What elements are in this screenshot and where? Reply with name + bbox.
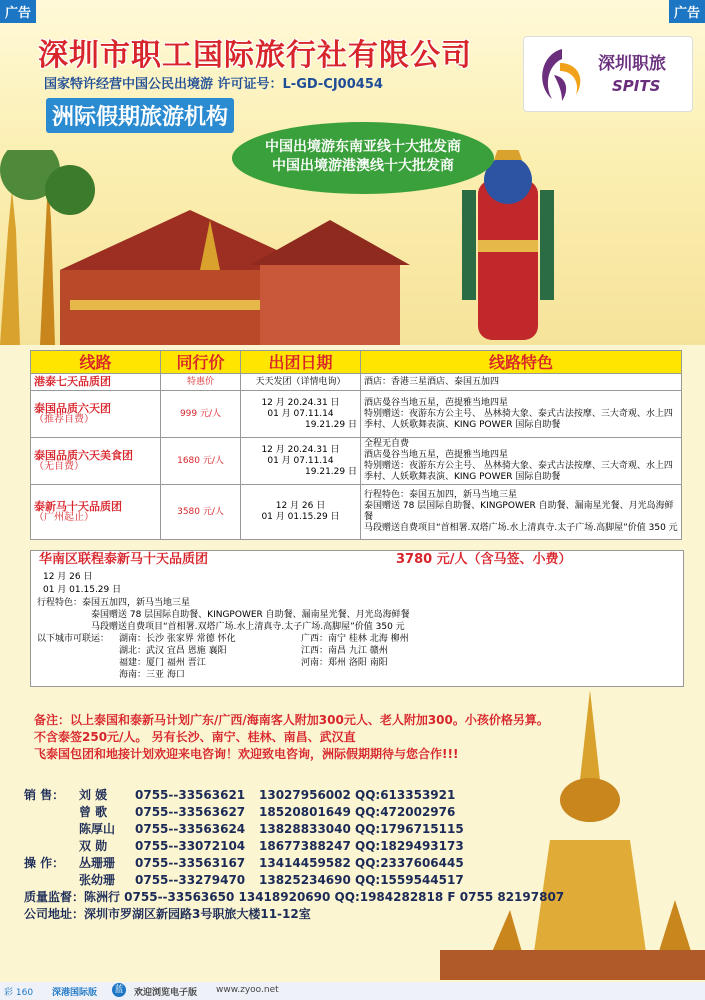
contact-tel: 0755--33563167 [135, 856, 246, 870]
city-row [119, 670, 185, 681]
city-row [119, 658, 206, 669]
route-date: 01 月 01.15.29 日 [261, 512, 340, 522]
route-dates: 天天发团（详情电询） [241, 374, 361, 391]
cities-label: 以下城市可联运： [37, 634, 110, 644]
huanan-title: 华南区联程泰新马十天品质团 [39, 552, 209, 567]
contact-mobile: 13027956002 [259, 788, 351, 802]
contact-name: 曾 歌 [79, 805, 108, 819]
table-row [31, 374, 682, 391]
route-price: 3580 元/人 [161, 485, 241, 540]
route-feature: 泰国赠送 78 层国际自助餐、KINGPOWER 自助餐、漏南星光餐、月光岛海鲜餐 [364, 501, 674, 522]
license-line: 国家特许经营中国公民出境游 许可证号：L-GD-CJ00454 [44, 77, 383, 92]
badge-line-1: 中国出境游东南亚线十大批发商 [265, 139, 461, 155]
site-url[interactable]: www.zyoo.net [216, 985, 279, 995]
contact-name: 双 勋 [79, 839, 108, 853]
route-name: 港泰七天品质团 [34, 374, 111, 388]
route-name: 泰国品质六天团 [34, 402, 111, 415]
route-price: 999 元/人 [161, 391, 241, 438]
route-feature: 酒店曼谷当地五星，芭提雅当地四星 [364, 397, 509, 408]
badge-line-2: 中国出境游港澳线十大批发商 [272, 158, 454, 174]
agency-banner: 洲际假期旅游机构 [46, 98, 234, 133]
contact-tel: 0755--33072104 [135, 839, 246, 853]
contact-tel: 0755--33279470 [135, 873, 246, 887]
contact-name: 刘 媛 [79, 788, 108, 802]
route-feature: 酒店曼谷当地五星，芭提雅当地四星 [364, 450, 509, 460]
contact-name: 丛珊珊 [79, 856, 116, 870]
contact-tel: 0755--33563627 [135, 805, 246, 819]
wholesaler-badge [232, 122, 494, 194]
route-date: 12 月 26 日 [275, 501, 326, 511]
route-sub: （无自费） [34, 461, 84, 472]
route-name: 泰新马十天品质团 [34, 500, 122, 513]
contact-row [24, 787, 564, 804]
contact-qq: QQ:2337606445 [355, 856, 464, 870]
city-province: 湖北： [119, 646, 147, 656]
route-feature: 特别赠送：夜游东方公主号、 丛林骑大象、泰式古法按摩、三大奇观、水上四季村、人妖歌舞表演、KING POWER 国际自助餐 [364, 408, 673, 430]
company-title: 深圳市职工国际旅行社有限公司 [38, 38, 472, 73]
contact-name: 张幼珊 [79, 873, 116, 887]
table-row [31, 391, 682, 438]
huanan-price: 3780 元/人（含马签、小费） [396, 552, 572, 567]
logo-text-en: SPITS [612, 77, 661, 95]
city-province: 河南： [301, 658, 329, 668]
city-list: 南昌 九江 赣州 [328, 646, 388, 656]
huanan-feature: 泰国赠送 78 层国际自助餐、KINGPOWER 自助餐、漏南星光餐、月光岛海鲜餐 [91, 610, 410, 620]
table-header-row [31, 351, 682, 374]
city-list: 三亚 海口 [146, 670, 185, 680]
contact-qq: QQ:1796715115 [355, 822, 464, 836]
supervisor-line: 质量监督：陈洲行 0755--33563650 13418920690 QQ:1984282818 F 0755 82197807 [24, 890, 565, 904]
table-row [31, 438, 682, 485]
route-name: 泰国品质六天美食团 [34, 449, 133, 462]
huanan-feature: 行程特色：泰国五加四，新马当地三星 [37, 598, 191, 608]
edition-badge: 蓝 [112, 983, 126, 997]
address-line: 公司地址：深圳市罗湖区新园路3号职旅大楼11-12室 [24, 907, 311, 921]
logo-mark-icon [532, 45, 592, 103]
contact-name: 陈厚山 [79, 822, 116, 836]
route-date: 01 月 07.11.14 [267, 455, 334, 466]
route-date: 19.21.29 日 [305, 466, 357, 477]
route-sub: （广州起止） [34, 512, 94, 523]
city-list: 南宁 桂林 北海 柳州 [328, 634, 409, 644]
city-row [301, 658, 388, 669]
contact-mobile: 18520801649 [259, 805, 351, 819]
city-row [301, 646, 388, 657]
city-list: 郑州 洛阳 南阳 [328, 658, 388, 668]
note-line: 不含泰签250元/人。 另有长沙、南宁、桂林、南昌、武汉直 [34, 730, 356, 744]
contact-qq: QQ:472002976 [355, 805, 456, 819]
city-province: 海南： [119, 670, 147, 680]
route-feature: 特别赠送：夜游东方公主号、 丛林骑大象、泰式古法按摩、三大奇观、水上四季村、人妖歌舞表演、KING POWER 国际自助餐 [364, 461, 673, 482]
huanan-tour-block [30, 550, 684, 687]
contact-mobile: 13825234690 [259, 873, 351, 887]
contact-mobile: 18677388247 [259, 839, 351, 853]
city-province: 湖南： [119, 634, 147, 644]
contact-row [24, 804, 564, 821]
contact-tel: 0755--33563624 [135, 822, 246, 836]
page-footer [0, 982, 705, 1000]
city-list: 武汉 宜昌 恩施 襄阳 [146, 646, 227, 656]
route-date: 12 月 20.24.31 日 [261, 397, 340, 408]
note-line: 备注：以上泰国和泰新马计划广东/广西/海南客人附加300元人、老人附加300。小孩价格另算。 [34, 713, 549, 727]
route-date: 01 月 07.11.14 [267, 408, 334, 419]
route-price: 1680 元/人 [161, 438, 241, 485]
ad-tag-left: 广告 [0, 0, 36, 23]
city-row [301, 634, 409, 645]
welcome-text: 欢迎浏览电子版 [134, 988, 198, 998]
contact-tel: 0755--33563621 [135, 788, 246, 802]
route-table [30, 350, 682, 540]
company-logo [523, 36, 693, 112]
ad-tag-right: 广告 [669, 0, 705, 23]
table-row [31, 485, 682, 540]
page-number: 彩 160 [4, 988, 34, 998]
contact-row [24, 838, 564, 855]
header-route: 线路 [31, 351, 161, 374]
city-row [119, 646, 227, 657]
huanan-feature: 马段赠送自费项目“首相署.双塔广场.水上清真寺.太子广场.高脚屋”价值 350 元 [91, 622, 405, 632]
city-list: 长沙 张家界 常德 怀化 [146, 634, 236, 644]
contact-role: 销 售： [24, 788, 65, 802]
contact-qq: QQ:613353921 [355, 788, 456, 802]
city-province: 广西： [301, 634, 329, 644]
route-feature: 马段赠送自费项目“首相署.双塔广场.水上清真寺.太子广场.高脚屋”价值 350 元 [364, 523, 678, 533]
contact-role: 操 作： [24, 856, 65, 870]
route-features: 酒店：香港三星酒店、泰国五加四 [361, 374, 682, 391]
route-feature: 全程无自费 [364, 439, 410, 449]
contact-row [24, 821, 564, 838]
contact-row [24, 855, 564, 872]
contact-qq: QQ:1559544517 [355, 873, 464, 887]
route-date: 19.21.29 日 [305, 419, 357, 430]
route-date: 12 月 20.24.31 日 [261, 444, 340, 455]
city-province: 江西： [301, 646, 329, 656]
contact-mobile: 13828833040 [259, 822, 351, 836]
city-province: 福建： [119, 658, 147, 668]
huanan-date: 12 月 26 日 [43, 572, 93, 582]
contact-mobile: 13414459582 [259, 856, 351, 870]
city-row [119, 634, 236, 645]
notes-block [34, 712, 694, 763]
header-features: 线路特色 [361, 351, 682, 374]
contact-row [24, 872, 564, 889]
logo-text-cn: 深圳职旅 [598, 54, 666, 74]
route-feature: 行程特色：泰国五加四，新马当地三星 [364, 490, 518, 500]
huanan-date: 01 月 01.15.29 日 [43, 585, 122, 595]
contact-qq: QQ:1829493173 [355, 839, 464, 853]
city-list: 厦门 福州 晋江 [146, 658, 206, 668]
note-line: 飞泰国包团和地接计划欢迎来电咨询！欢迎致电咨询，洲际假期期待与您合作!!! [34, 747, 459, 761]
contacts-block [24, 787, 564, 923]
header-dates: 出团日期 [241, 351, 361, 374]
route-sub: （推荐自费） [34, 414, 94, 425]
header-price: 同行价 [161, 351, 241, 374]
edition-name: 深港国际版 [52, 988, 98, 998]
route-price: 特惠价 [161, 374, 241, 391]
